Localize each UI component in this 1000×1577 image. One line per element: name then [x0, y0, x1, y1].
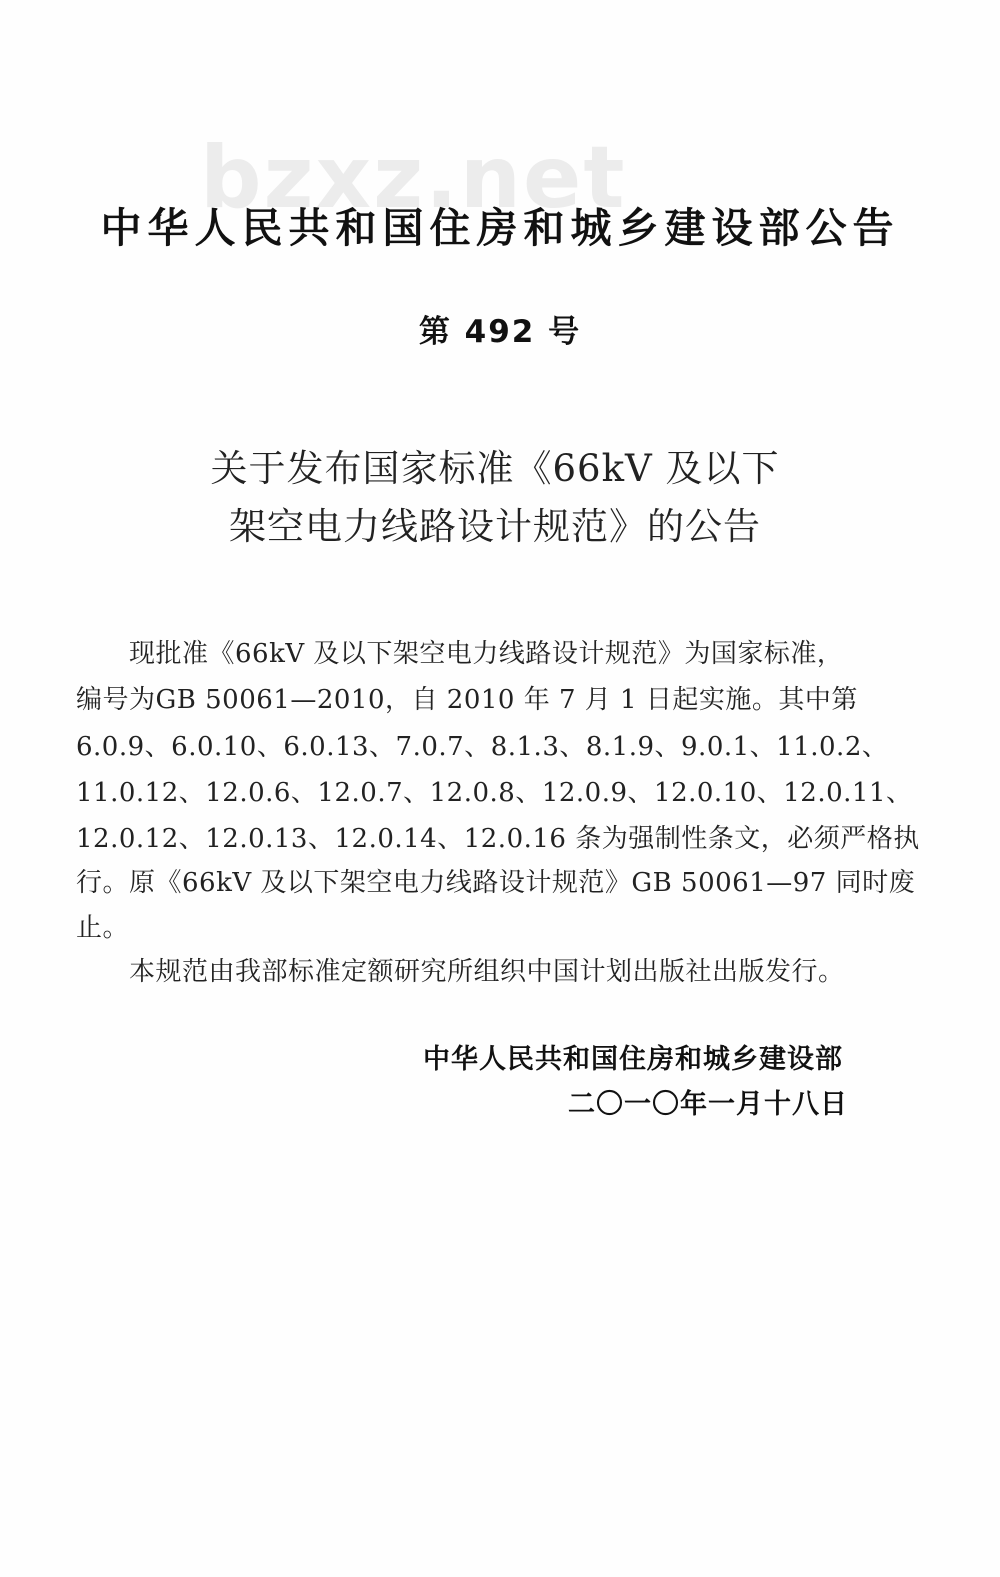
body-line: 6.0.9、6.0.10、6.0.13、7.0.7、8.1.3、8.1.9、9.0.1、11.0.2、 [76, 732, 889, 762]
body-line: 11.0.12、12.0.6、12.0.7、12.0.8、12.0.9、12.0.10、12.0.11、 [76, 778, 913, 808]
announcement-title: 中华人民共和国住房和城乡建设部公告 [100, 204, 900, 252]
subtitle-line-2: 架空电力线路设计规范》的公告 [229, 505, 761, 548]
issuing-organization: 中华人民共和国住房和城乡建设部 [423, 1044, 843, 1075]
body-line: 现批准《66kV 及以下架空电力线路设计规范》为国家标准， [76, 639, 844, 669]
announcement-number: 第 492 号 [418, 314, 582, 350]
body-line: 本规范由我部标准定额研究所组织中国计划出版社出版发行。 [76, 957, 845, 987]
body-line: 12.0.12、12.0.13、12.0.14、12.0.16 条为强制性条文，必须严格执 [76, 824, 920, 854]
body-line: 编号为GB 50061—2010，自 2010 年 7 月 1 日起实施。其中第 [76, 685, 858, 715]
watermark-text: bzxz.net [200, 128, 627, 228]
issue-date: 二〇一〇年一月十八日 [568, 1089, 848, 1120]
body-line: 行。原《66kV 及以下架空电力线路设计规范》GB 50061—97 同时废 [76, 868, 916, 898]
body-line: 止。 [76, 913, 130, 943]
subtitle-line-1: 关于发布国家标准《66kV 及以下 [210, 447, 780, 490]
